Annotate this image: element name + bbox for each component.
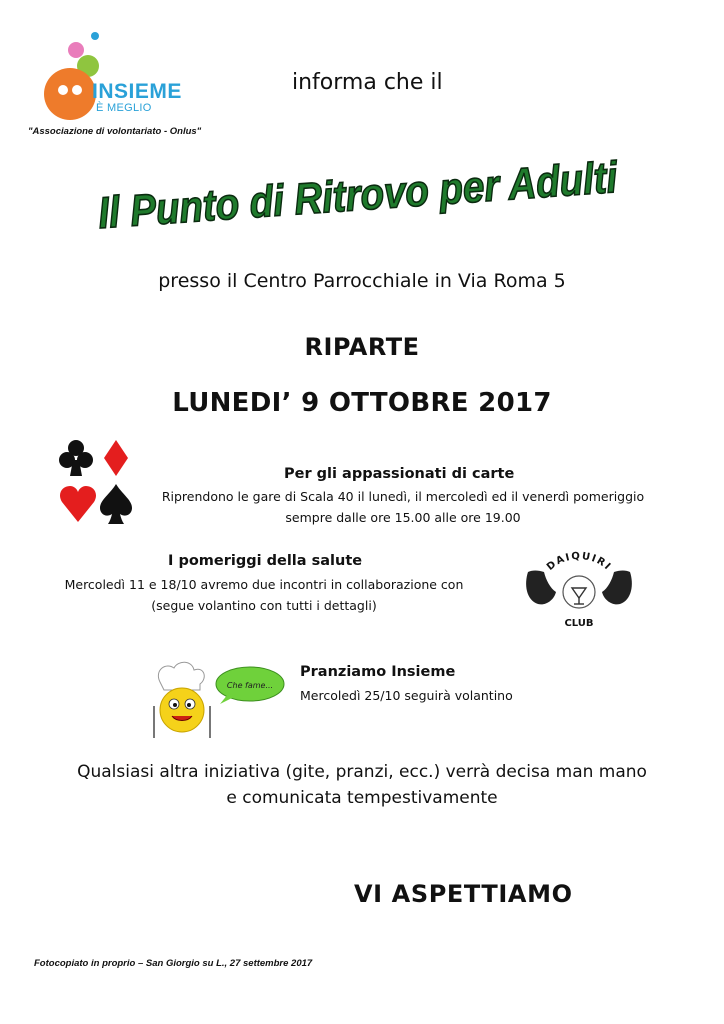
health-section-title: I pomeriggi della salute bbox=[168, 553, 363, 569]
lunch-section-text: Mercoledì 25/10 seguirà volantino bbox=[300, 688, 513, 703]
logo-title: INSIEME bbox=[92, 80, 182, 103]
health-section-text: Mercoledì 11 e 18/10 avremo due incontri in collaborazione con bbox=[64, 577, 464, 592]
other-initiatives-line1: Qualsiasi altra iniziativa (gite, pranzi, ecc.) verrà decisa man mano bbox=[77, 762, 647, 782]
informa-heading: informa che il bbox=[292, 70, 443, 95]
lunch-section-title: Pranziamo Insieme bbox=[300, 664, 456, 680]
chef-emoji-icon bbox=[146, 660, 286, 746]
speech-bubble-text: Che fame... bbox=[226, 681, 274, 690]
restart-date: LUNEDI’ 9 OTTOBRE 2017 bbox=[172, 388, 552, 418]
event-title-text: Il Punto di Ritrovo per Adulti bbox=[96, 147, 694, 239]
footer-note: Fotocopiato in proprio – San Giorgio su L., 27 settembre 2017 bbox=[34, 958, 313, 969]
health-section-note: (segue volantino con tutti i dettagli) bbox=[151, 598, 377, 613]
cards-section-text: Riprendono le gare di Scala 40 il lunedì, il mercoledì ed il venerdì pomeriggio bbox=[161, 489, 645, 504]
logo-subtitle: È MEGLIO bbox=[96, 102, 152, 114]
closing-message: VI ASPETTIAMO bbox=[354, 880, 573, 908]
club-logo-top-text: DAIQUIRI bbox=[544, 550, 614, 574]
daiquiri-club-logo bbox=[520, 542, 638, 632]
other-initiatives-line2: e comunicata tempestivamente bbox=[226, 788, 498, 808]
cards-section-hours: sempre dalle ore 15.00 alle ore 19.00 bbox=[285, 510, 521, 525]
association-logo bbox=[30, 28, 230, 138]
cards-section-title: Per gli appassionati di carte bbox=[284, 466, 515, 482]
card-suits-icon bbox=[56, 436, 136, 526]
association-tagline: "Associazione di volontariato - Onlus" bbox=[28, 126, 202, 137]
restart-label: RIPARTE bbox=[304, 333, 420, 361]
svg-text:DAIQUIRI bbox=[545, 551, 613, 573]
club-logo-bottom-text: CLUB bbox=[564, 618, 594, 629]
location-line: presso il Centro Parrocchiale in Via Roma 5 bbox=[158, 270, 566, 292]
event-title bbox=[0, 140, 724, 250]
